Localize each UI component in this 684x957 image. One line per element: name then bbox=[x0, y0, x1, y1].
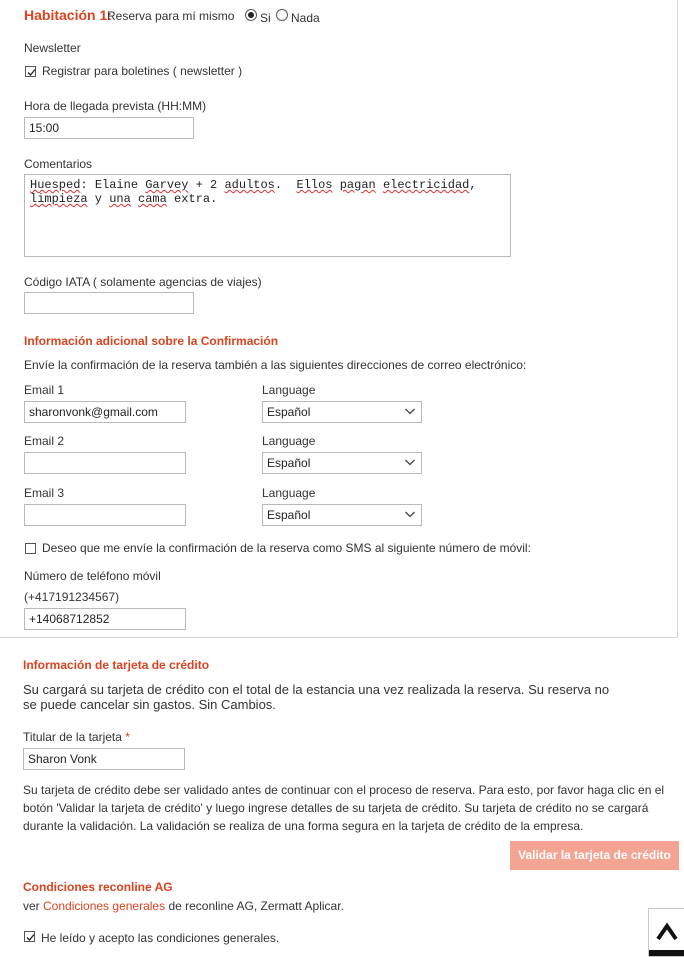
email-1-input[interactable]: sharonvonk@gmail.com bbox=[24, 401, 186, 423]
newsletter-checkbox-label: Registrar para boletines ( newsletter ) bbox=[42, 64, 243, 78]
terms-link[interactable]: Condiciones generales bbox=[43, 899, 166, 913]
email-2-input[interactable] bbox=[24, 452, 186, 474]
language-2-label: Language bbox=[262, 434, 316, 448]
comment-word: Huesped bbox=[30, 178, 81, 192]
card-holder-label bbox=[23, 730, 130, 744]
terms-prefix: ver bbox=[23, 899, 44, 913]
language-3-select[interactable] bbox=[262, 504, 422, 526]
card-validation-info-line: Su tarjeta de crédito debe ser validado antes de continuar con el proceso de reserva. Para esto, por favor haga clic en el bbox=[23, 783, 665, 797]
sms-checkbox-label: Deseo que me envíe la confirmación de la reserva como SMS al siguiente número de móvil: bbox=[42, 541, 531, 555]
card-holder-label-text: Titular de la tarjeta bbox=[23, 730, 122, 744]
comment-word: + 2 bbox=[188, 178, 225, 192]
caret-up-icon bbox=[649, 909, 684, 949]
iata-input[interactable] bbox=[24, 292, 194, 314]
credit-card-notice-line: se puede cancelar sin gastos. Sin Cambios. bbox=[23, 697, 276, 712]
accept-terms-checkbox[interactable] bbox=[24, 931, 35, 942]
email-1-label: Email 1 bbox=[24, 383, 65, 397]
comment-word: Ellos bbox=[296, 178, 333, 192]
card-validation-info-line: botón 'Validar la tarjeta de crédito' y luego ingrese detalles de su tarjeta de crédito. Su tarjeta de crédito no se cargará bbox=[23, 801, 649, 815]
comment-word: . bbox=[274, 178, 297, 192]
credit-card-heading: Información de tarjeta de crédito bbox=[23, 658, 210, 672]
required-mark: * bbox=[125, 730, 130, 744]
comment-word: limpieza bbox=[30, 192, 88, 206]
scroll-to-top-button[interactable] bbox=[648, 908, 684, 957]
newsletter-heading: Newsletter bbox=[24, 41, 81, 55]
language-1-label: Language bbox=[262, 383, 316, 397]
language-2-select[interactable] bbox=[262, 452, 422, 474]
language-1-value: Español bbox=[267, 405, 311, 419]
credit-card-notice bbox=[23, 682, 643, 712]
chevron-down-icon bbox=[404, 405, 416, 417]
validate-card-button[interactable]: Validar la tarjeta de crédito bbox=[510, 841, 679, 870]
sms-checkbox[interactable] bbox=[25, 543, 36, 554]
terms-heading: Condiciones reconline AG bbox=[23, 880, 173, 894]
comments-textarea[interactable] bbox=[24, 174, 511, 257]
language-3-value: Español bbox=[267, 508, 311, 522]
accept-terms-label: He leído y acepto las condiciones generales. bbox=[41, 931, 280, 945]
confirmation-intro: Envíe la confirmación de la reserva también a las siguientes direcciones de correo electrónico: bbox=[24, 358, 527, 372]
radio-no-label: Nada bbox=[291, 11, 320, 25]
comment-word: , bbox=[469, 178, 477, 192]
room-title: Habitación 1: bbox=[24, 7, 112, 23]
comment-word: electricidad bbox=[382, 178, 470, 192]
comment-word bbox=[333, 178, 340, 192]
email-3-input[interactable] bbox=[24, 504, 186, 526]
email-2-label: Email 2 bbox=[24, 434, 65, 448]
confirmation-heading: Información adicional sobre la Confirmación bbox=[24, 334, 279, 348]
reserve-for-self-label: Reserva para mí mismo bbox=[107, 9, 235, 23]
radio-yes-label: Si bbox=[260, 11, 271, 25]
comment-word: cama bbox=[138, 192, 167, 206]
newsletter-checkbox[interactable] bbox=[25, 66, 36, 77]
comment-word: Garvey bbox=[145, 178, 189, 192]
language-1-select[interactable] bbox=[262, 401, 422, 423]
email-3-label: Email 3 bbox=[24, 486, 65, 500]
comment-word: extra bbox=[174, 192, 211, 206]
arrival-time-input[interactable]: 15:00 bbox=[24, 117, 194, 139]
comment-word: adultos bbox=[224, 178, 275, 192]
terms-line bbox=[23, 899, 344, 913]
mobile-input[interactable]: +14068712852 bbox=[24, 608, 186, 630]
comment-word: y bbox=[87, 192, 110, 206]
comment-word: una bbox=[109, 192, 131, 206]
language-3-label: Language bbox=[262, 486, 316, 500]
language-2-value: Español bbox=[267, 456, 311, 470]
radio-no[interactable] bbox=[276, 9, 288, 21]
card-validation-info bbox=[23, 781, 678, 835]
chevron-down-icon bbox=[404, 508, 416, 520]
comment-word: pagan bbox=[339, 178, 376, 192]
chevron-down-icon bbox=[404, 456, 416, 468]
card-holder-input[interactable]: Sharon Vonk bbox=[23, 748, 185, 770]
mobile-label: Número de teléfono móvil bbox=[24, 569, 161, 583]
comment-word bbox=[167, 192, 174, 206]
iata-label: Código IATA ( solamente agencias de viajes) bbox=[24, 275, 262, 289]
check-icon bbox=[26, 67, 37, 78]
arrival-time-label: Hora de llegada prevista (HH:MM) bbox=[24, 99, 207, 113]
comment-word bbox=[376, 178, 383, 192]
card-validation-info-line: durante la validación. La validación se realiza de una forma segura en la tarjeta de crédito de la empresa. bbox=[23, 819, 584, 833]
comments-label: Comentarios bbox=[24, 157, 93, 171]
comment-word: . bbox=[210, 192, 218, 206]
comment-word: : Elaine bbox=[80, 178, 146, 192]
scroll-to-top-bar bbox=[649, 950, 684, 956]
terms-suffix: de reconline AG, Zermatt Aplicar. bbox=[165, 899, 344, 913]
credit-card-notice-line: Su cargará su tarjeta de crédito con el total de la estancia una vez realizada la reserva. Su reserva no bbox=[23, 682, 610, 697]
mobile-format-hint: (+417191234567) bbox=[24, 590, 120, 604]
radio-yes[interactable] bbox=[245, 9, 257, 21]
comment-word bbox=[131, 192, 138, 206]
check-icon bbox=[25, 932, 36, 943]
